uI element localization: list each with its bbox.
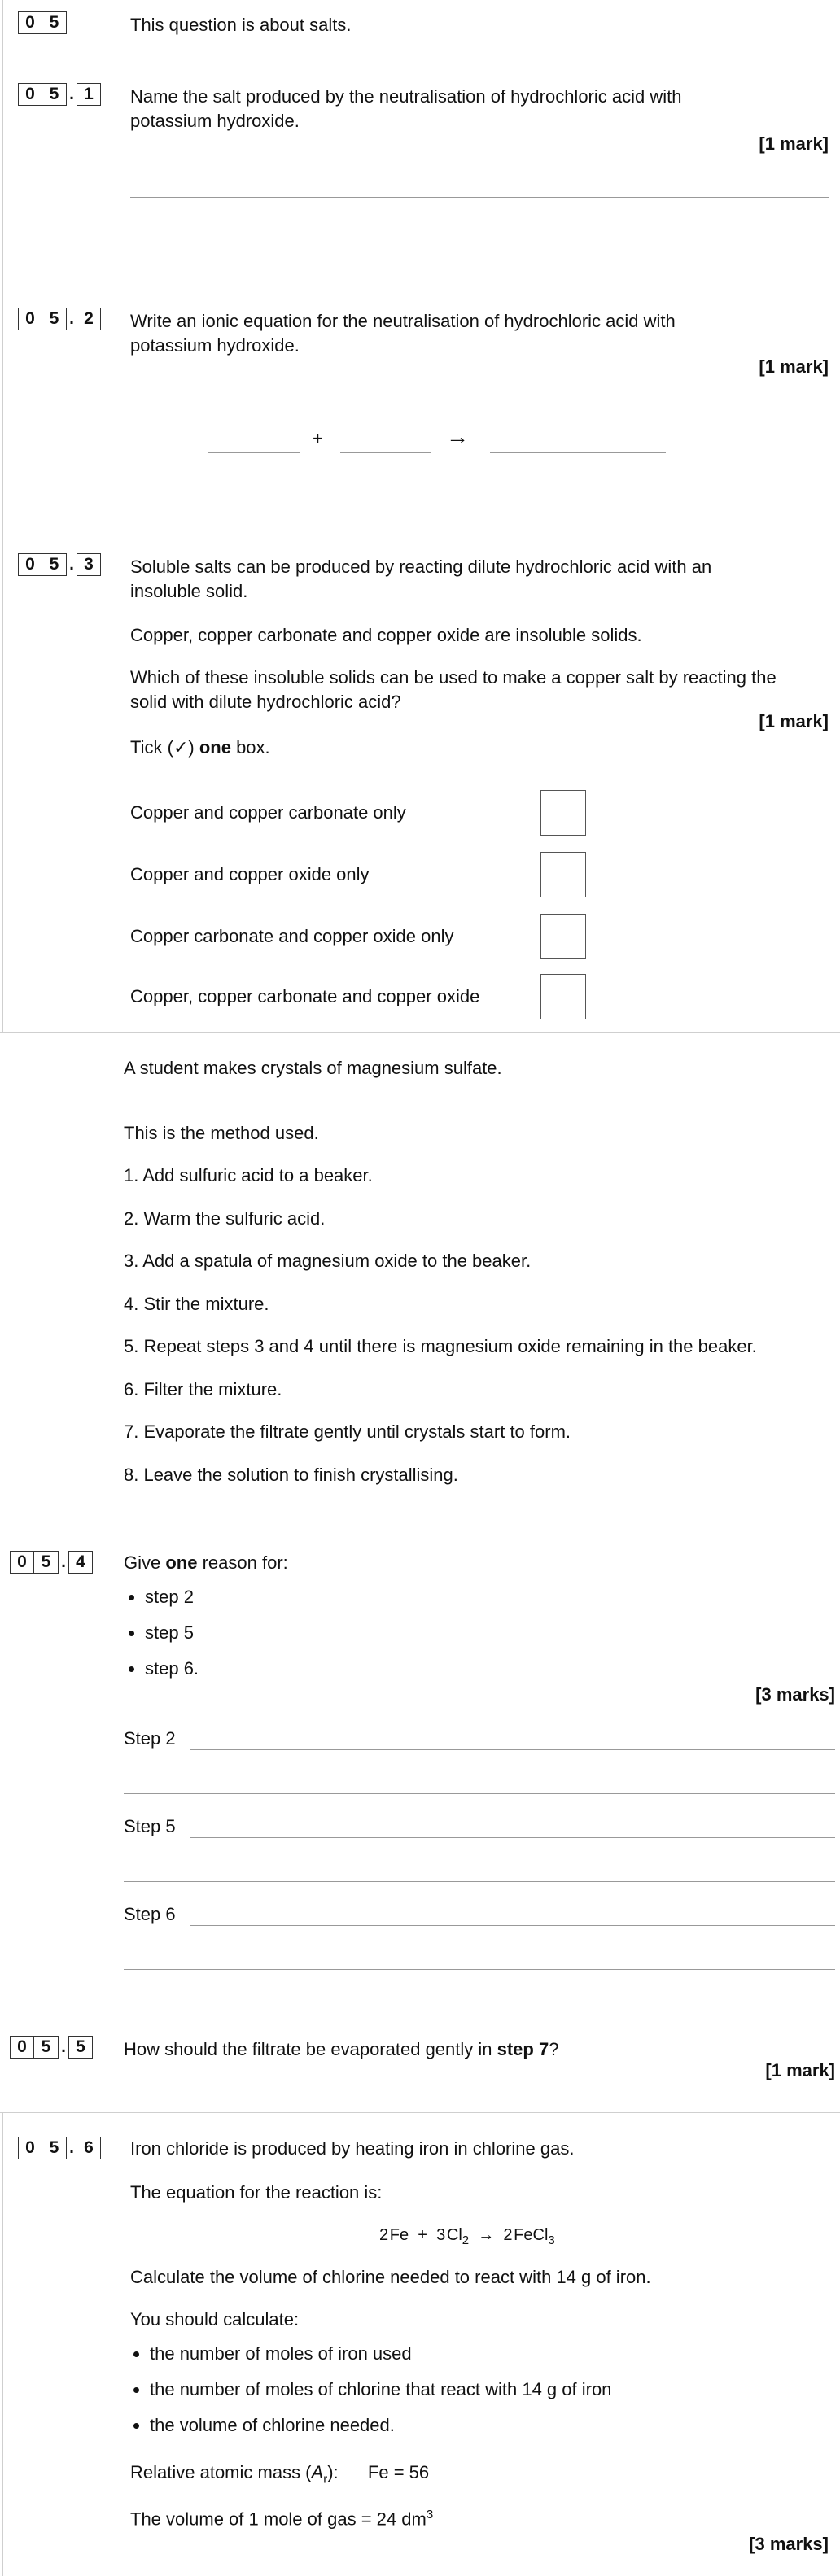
mark-allocation: [1 mark] xyxy=(759,133,829,154)
decimal-point: . xyxy=(69,2138,74,2157)
superscript: 3 xyxy=(426,2508,434,2521)
method-step-5: 5. Repeat steps 3 and 4 until there is magnesium oxide remaining in the beaker. xyxy=(124,1336,757,1356)
digit-cell: 5 xyxy=(34,2036,59,2059)
formula: Fe xyxy=(389,2226,409,2244)
step-2-answer-line[interactable] xyxy=(190,1749,835,1750)
reaction-arrow: → xyxy=(478,2226,495,2244)
method-step-6: 6. Filter the mixture. xyxy=(124,1379,282,1399)
section-separator-2 xyxy=(0,2112,840,2113)
question-text: Write an ionic equation for the neutralisation of hydrochloric acid with potassium hydroxide. xyxy=(130,311,676,356)
molar-volume-text: The volume of 1 mole of gas = 24 dm xyxy=(130,2508,427,2530)
digit-cell: 5 xyxy=(42,2137,67,2159)
option-label-1: Copper and copper carbonate only xyxy=(130,802,406,823)
text-pre: How should the filtrate be evaporated gently in xyxy=(124,2039,497,2059)
digit-cell: 0 xyxy=(18,308,42,330)
equation-blank-3[interactable] xyxy=(490,452,666,453)
question-text-paragraph-2: Copper, copper carbonate and copper oxide are insoluble solids. xyxy=(130,625,642,645)
text-bold: step 7 xyxy=(497,2039,549,2059)
question-number-05-2 xyxy=(18,308,101,330)
answer-line[interactable] xyxy=(130,197,829,198)
tick-box-1[interactable] xyxy=(540,790,586,836)
digit-cell: 4 xyxy=(68,1551,93,1574)
section-separator-1 xyxy=(0,1032,840,1033)
text-post: ? xyxy=(549,2039,559,2059)
list-item: • step 6. xyxy=(145,1657,470,1681)
step-6-label: Step 6 xyxy=(124,1904,176,1924)
question-text: Name the salt produced by the neutralisation of hydrochloric acid with potassium hydroxide. xyxy=(130,86,682,131)
step-2-answer-line-2[interactable] xyxy=(124,1793,835,1794)
subscript: 3 xyxy=(548,2233,555,2247)
digit-cell: 0 xyxy=(18,83,42,106)
left-margin-bar-top xyxy=(2,0,3,1032)
tick-box-3[interactable] xyxy=(540,914,586,959)
step-5-answer-line-2[interactable] xyxy=(124,1881,835,1882)
relative-atomic-mass xyxy=(130,2460,429,2491)
step-reason-list xyxy=(125,1585,470,1692)
question-text xyxy=(124,2037,558,2062)
tick-instruction-post: box. xyxy=(230,737,270,758)
give-pre: Give xyxy=(124,1552,166,1573)
decimal-point: . xyxy=(69,309,74,328)
digit-cell: 3 xyxy=(77,553,101,576)
list-item: • the number of moles of chlorine that react with 14 g of iron xyxy=(150,2377,817,2402)
formula: Cl xyxy=(446,2226,462,2244)
coefficient: 2 xyxy=(503,2226,513,2244)
plus-sign: + xyxy=(418,2226,427,2244)
tick-instruction-bold: one xyxy=(199,737,231,758)
question-text-paragraph-2: The equation for the reaction is: xyxy=(130,2182,383,2203)
tick-instruction-pre: Tick (✓) xyxy=(130,737,199,758)
mark-allocation: [1 mark] xyxy=(759,711,829,731)
subscript: 2 xyxy=(462,2233,470,2247)
question-text-paragraph-1: Soluble salts can be produced by reacting dilute hydrochloric acid with an insoluble solid. xyxy=(130,557,712,601)
ram-value: Fe = 56 xyxy=(367,2462,430,2482)
decimal-point: . xyxy=(61,1552,66,1571)
method-intro: A student makes crystals of magnesium sulfate. xyxy=(124,1058,502,1078)
question-text-paragraph-3: Calculate the volume of chlorine needed to react with 14 g of iron. xyxy=(130,2267,651,2287)
formula: FeCl xyxy=(514,2226,549,2244)
decimal-point: . xyxy=(69,555,74,574)
question-number-05 xyxy=(18,11,67,34)
digit-cell: 1 xyxy=(77,83,101,106)
decimal-point: . xyxy=(69,85,74,103)
digit-cell: 5 xyxy=(34,1551,59,1574)
option-label-3: Copper carbonate and copper oxide only xyxy=(130,926,454,946)
ram-subscript: r xyxy=(323,2472,328,2486)
question-text-paragraph-3: Which of these insoluble solids can be used to make a copper salt by reacting the solid with dilute hydrochloric acid? xyxy=(130,667,777,712)
digit-cell: 2 xyxy=(77,308,101,330)
mark-allocation: [3 marks] xyxy=(749,2534,829,2554)
list-item: • step 2 xyxy=(145,1585,470,1609)
digit-cell: 0 xyxy=(10,2036,34,2059)
plus-sign: + xyxy=(313,428,323,448)
digit-cell: 0 xyxy=(18,2137,42,2159)
list-item: • the number of moles of iron used xyxy=(150,2342,817,2366)
left-margin-bar-bottom xyxy=(2,2112,3,2576)
equation-blank-1[interactable] xyxy=(208,452,300,453)
calculation-list xyxy=(130,2342,817,2449)
digit-cell: 5 xyxy=(42,553,67,576)
question-number-05-1 xyxy=(18,83,101,106)
digit-cell: 5 xyxy=(42,11,67,34)
question-text-paragraph-1: Iron chloride is produced by heating iron in chlorine gas. xyxy=(130,2138,575,2159)
method-step-8: 8. Leave the solution to finish crystallising. xyxy=(124,1465,458,1485)
coefficient: 2 xyxy=(379,2226,389,2244)
decimal-point: . xyxy=(61,2037,66,2056)
step-6-answer-line[interactable] xyxy=(190,1925,835,1926)
digit-cell: 5 xyxy=(68,2036,93,2059)
digit-cell: 5 xyxy=(42,83,67,106)
digit-cell: 0 xyxy=(18,11,42,34)
digit-cell: 6 xyxy=(77,2137,101,2159)
coefficient: 3 xyxy=(436,2226,446,2244)
reaction-arrow: → xyxy=(446,424,469,449)
question-intro: This question is about salts. xyxy=(130,15,352,35)
method-step-4: 4. Stir the mixture. xyxy=(124,1294,269,1314)
step-5-answer-line[interactable] xyxy=(190,1837,835,1838)
tick-box-4[interactable] xyxy=(540,974,586,1019)
question-text xyxy=(124,1551,288,1575)
digit-cell: 5 xyxy=(42,308,67,330)
method-step-3: 3. Add a spatula of magnesium oxide to the beaker. xyxy=(124,1251,532,1271)
question-text-paragraph-4: You should calculate: xyxy=(130,2309,300,2329)
question-number-05-5 xyxy=(10,2036,93,2059)
give-bold: one xyxy=(165,1552,198,1573)
question-number-05-3 xyxy=(18,553,101,576)
chemical-equation xyxy=(379,2223,555,2253)
option-label-2: Copper and copper oxide only xyxy=(130,864,370,884)
method-step-1: 1. Add sulfuric acid to a beaker. xyxy=(124,1165,373,1185)
digit-cell: 0 xyxy=(18,553,42,576)
option-label-4: Copper, copper carbonate and copper oxide xyxy=(130,986,480,1006)
question-number-05-4 xyxy=(10,1551,93,1574)
method-lead: This is the method used. xyxy=(124,1123,319,1143)
mark-allocation: [1 mark] xyxy=(759,356,829,377)
step-5-label: Step 5 xyxy=(124,1816,176,1836)
ram-pre: Relative atomic mass ( xyxy=(130,2462,312,2482)
ram-post: ): xyxy=(327,2462,339,2482)
mark-allocation: [1 mark] xyxy=(765,2060,835,2080)
list-item: • step 5 xyxy=(145,1621,470,1645)
method-step-2: 2. Warm the sulfuric acid. xyxy=(124,1208,326,1229)
molar-volume xyxy=(130,2503,433,2531)
step-6-answer-line-2[interactable] xyxy=(124,1969,835,1970)
ram-italic: A xyxy=(311,2462,324,2482)
digit-cell: 0 xyxy=(10,1551,34,1574)
question-number-05-6 xyxy=(18,2137,101,2159)
tick-box-2[interactable] xyxy=(540,852,586,897)
list-item: • the volume of chlorine needed. xyxy=(150,2413,817,2438)
mark-allocation: [3 marks] xyxy=(755,1684,835,1705)
step-2-label: Step 2 xyxy=(124,1728,176,1749)
tick-instruction xyxy=(130,736,270,760)
equation-blank-2[interactable] xyxy=(340,452,431,453)
give-post: reason for: xyxy=(197,1552,288,1573)
method-step-7: 7. Evaporate the filtrate gently until crystals start to form. xyxy=(124,1421,571,1442)
